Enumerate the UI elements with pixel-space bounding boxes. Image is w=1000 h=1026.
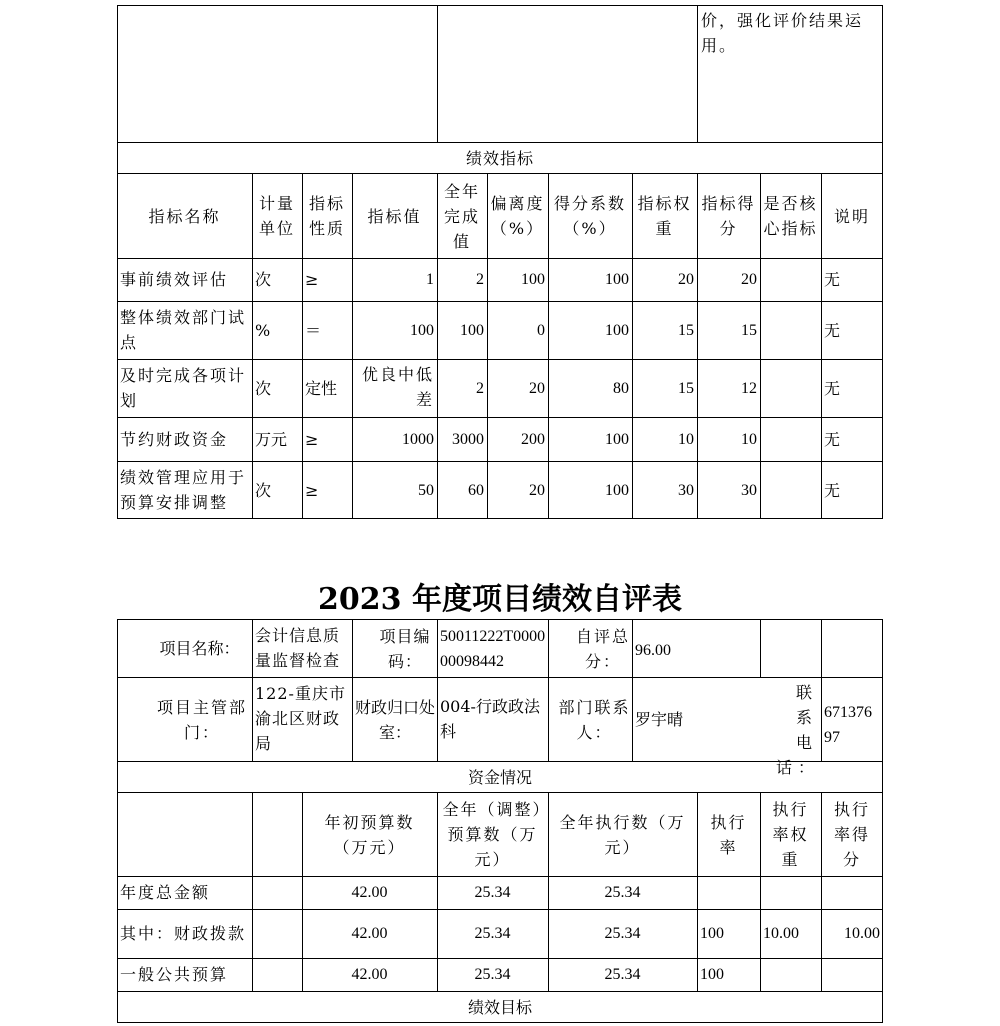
indicator-row-4-remark: 无 xyxy=(824,480,841,500)
indicator-row-4-nature: ≥ xyxy=(305,480,319,500)
funds-row-general-exec-score xyxy=(822,959,882,990)
indicator-row-1-score: 15 xyxy=(741,321,757,339)
indicator-row-1-unit: % xyxy=(255,320,271,340)
indicator-row-4-deviation: 20 xyxy=(529,481,545,499)
funds-row-general-exec-rate: 100 xyxy=(700,966,724,983)
header-core-flag: 是否核心指标 xyxy=(763,194,818,238)
indicator-row-1-weight: 15 xyxy=(678,321,694,339)
section-title-targets: 绩效目标 xyxy=(467,997,532,1017)
funds-row-general-initial-budget: 42.00 xyxy=(351,966,388,983)
funds-row-total-exec-rate xyxy=(698,877,759,908)
indicator-row-4-target-value: 50 xyxy=(418,481,434,499)
header-weight: 指标权重 xyxy=(637,194,692,238)
section-title-indicators: 绩效指标 xyxy=(465,148,534,168)
indicator-row-0-unit: 次 xyxy=(255,270,272,289)
indicator-row-3-nature: ≥ xyxy=(305,429,319,449)
indicator-row-4-indicator-name: 绩效管理应用于预算安排调整 xyxy=(120,468,247,512)
project-name-label: 项目名称： xyxy=(159,639,240,658)
indicator-row-0-target-value: 1 xyxy=(426,271,434,288)
funds-row-general-executed: 25.34 xyxy=(604,966,641,983)
indicator-row-0-nature: ≥ xyxy=(305,270,319,289)
funds-row-total-exec-weight xyxy=(761,877,820,908)
funds-header-executed: 全年执行数（万元） xyxy=(559,812,686,857)
indicator-row-2-score-coef: 80 xyxy=(613,379,629,397)
funds-row-total-exec-score xyxy=(822,877,882,908)
indicator-row-0-indicator-name: 事前绩效评估 xyxy=(120,270,229,289)
indicator-row-1-actual-value: 100 xyxy=(460,321,484,339)
funds-header-initial-budget: 年初预算数（万元） xyxy=(324,812,415,857)
indicator-row-2-core-flag xyxy=(761,360,820,416)
indicator-row-2-target-value: 优良中低差 xyxy=(361,367,434,409)
indicator-row-0-core-flag xyxy=(761,259,820,300)
indicator-row-2-actual-value: 2 xyxy=(476,379,484,397)
indicator-row-2-indicator-name: 及时完成各项计划 xyxy=(120,366,247,410)
indicator-row-1-target-value: 100 xyxy=(410,321,434,339)
indicator-row-2-score: 12 xyxy=(741,379,757,397)
indicator-row-4-actual-value: 60 xyxy=(468,481,484,499)
funds-row-fiscal-exec-weight: 10.00 xyxy=(763,925,799,942)
score-label: 自评总分： xyxy=(575,626,630,671)
indicator-row-4-unit: 次 xyxy=(255,480,272,500)
header-unit: 计量单位 xyxy=(258,194,295,238)
funds-header-exec-weight: 执行率权重 xyxy=(772,800,809,869)
header-score: 指标得分 xyxy=(701,194,756,238)
indicator-row-4-core-flag xyxy=(761,462,820,518)
indicator-row-0-weight: 20 xyxy=(678,271,694,288)
funds-row-total-executed: 25.34 xyxy=(604,884,641,901)
header-remark: 说明 xyxy=(833,206,870,226)
indicator-row-3-actual-value: 3000 xyxy=(452,430,484,448)
indicator-row-3-remark: 无 xyxy=(824,429,841,449)
header-score-coef: 得分系数（%） xyxy=(553,194,626,238)
indicator-row-3-score: 10 xyxy=(741,430,757,448)
project-name-value: 会计信息质量监督检查 xyxy=(255,626,341,670)
funds-row-fiscal-label: 其中：财政拨款 xyxy=(120,924,247,943)
indicator-row-1-deviation: 0 xyxy=(537,321,545,339)
project-code-value: 50011222T000000098442 xyxy=(440,628,546,670)
funds-row-fiscal-adjusted-budget: 25.34 xyxy=(474,925,511,942)
funds-row-fiscal-initial-budget: 42.00 xyxy=(351,925,388,942)
indicator-row-3-target-value: 1000 xyxy=(402,430,434,448)
indicator-row-1-score-coef: 100 xyxy=(605,321,629,339)
indicator-row-2-nature: 定性 xyxy=(305,378,338,398)
indicator-row-2-unit: 次 xyxy=(255,378,272,398)
indicator-row-4-weight: 30 xyxy=(678,481,694,499)
header-actual-value: 全年完成值 xyxy=(443,181,480,251)
project-code-label: 项目编码： xyxy=(379,626,431,671)
indicator-row-3-indicator-name: 节约财政资金 xyxy=(120,429,229,449)
contact-value: 罗宇晴 xyxy=(635,710,684,729)
indicator-row-0-score-coef: 100 xyxy=(605,271,629,288)
office-label: 财政归口处室： xyxy=(354,697,435,742)
indicator-row-0-remark: 无 xyxy=(824,270,841,289)
section-title-funds: 资金情况 xyxy=(467,767,532,787)
indicator-row-3-deviation: 200 xyxy=(521,430,545,448)
indicator-row-4-score-coef: 100 xyxy=(605,481,629,499)
indicator-row-3-score-coef: 100 xyxy=(605,430,629,448)
header-nature: 指标性质 xyxy=(308,194,345,238)
funds-row-general-adjusted-budget: 25.34 xyxy=(474,966,511,983)
indicator-row-1-nature: ＝ xyxy=(305,320,322,340)
funds-row-total-initial-budget: 42.00 xyxy=(351,884,388,901)
form-title: 2023 年度项目绩效自评表 xyxy=(318,582,682,617)
indicator-row-0-score: 20 xyxy=(741,271,757,288)
funds-row-total-label: 年度总金额 xyxy=(120,883,211,902)
funds-header-exec-rate: 执行率 xyxy=(710,812,747,857)
header-deviation: 偏离度（%） xyxy=(490,194,545,238)
indicator-row-4-score: 30 xyxy=(741,481,757,499)
indicator-row-2-remark: 无 xyxy=(824,378,841,398)
funds-row-fiscal-executed: 25.34 xyxy=(604,925,641,942)
phone-label: 联系电话： xyxy=(776,683,821,777)
funds-row-total-adjusted-budget: 25.34 xyxy=(474,884,511,901)
header-indicator-name: 指标名称 xyxy=(148,206,221,226)
office-value: 004-行政政法科 xyxy=(440,697,540,741)
funds-row-fiscal-exec-rate: 100 xyxy=(700,925,724,942)
funds-header-exec-score: 执行率得分 xyxy=(833,800,870,869)
funds-row-general-exec-weight xyxy=(761,959,820,990)
indicator-row-1-remark: 无 xyxy=(824,320,841,340)
contact-label: 部门联系人： xyxy=(558,697,631,742)
indicator-row-2-deviation: 20 xyxy=(529,379,545,397)
indicator-row-1-indicator-name: 整体绩效部门试点 xyxy=(120,308,247,352)
score-value: 96.00 xyxy=(635,642,671,659)
funds-row-general-label: 一般公共预算 xyxy=(120,965,229,984)
carry-over-text: 价，强化评价结果运用。 xyxy=(701,11,864,55)
dept-value: 122-重庆市渝北区财政局 xyxy=(255,684,346,753)
indicator-row-3-unit: 万元 xyxy=(255,429,288,449)
indicator-row-0-deviation: 100 xyxy=(521,271,545,288)
indicator-row-0-actual-value: 2 xyxy=(476,271,484,288)
header-target-value: 指标值 xyxy=(367,206,422,226)
phone-value: 67137697 xyxy=(824,704,872,746)
indicator-row-1-core-flag xyxy=(761,302,820,358)
dept-label: 项目主管部门： xyxy=(156,697,247,742)
funds-row-fiscal-exec-score: 10.00 xyxy=(844,925,880,942)
funds-header-adjusted-budget: 全年（调整）预算数（万元） xyxy=(442,800,543,869)
indicator-row-2-weight: 15 xyxy=(678,379,694,397)
indicator-row-3-core-flag xyxy=(761,418,820,460)
indicator-row-3-weight: 10 xyxy=(678,430,694,448)
